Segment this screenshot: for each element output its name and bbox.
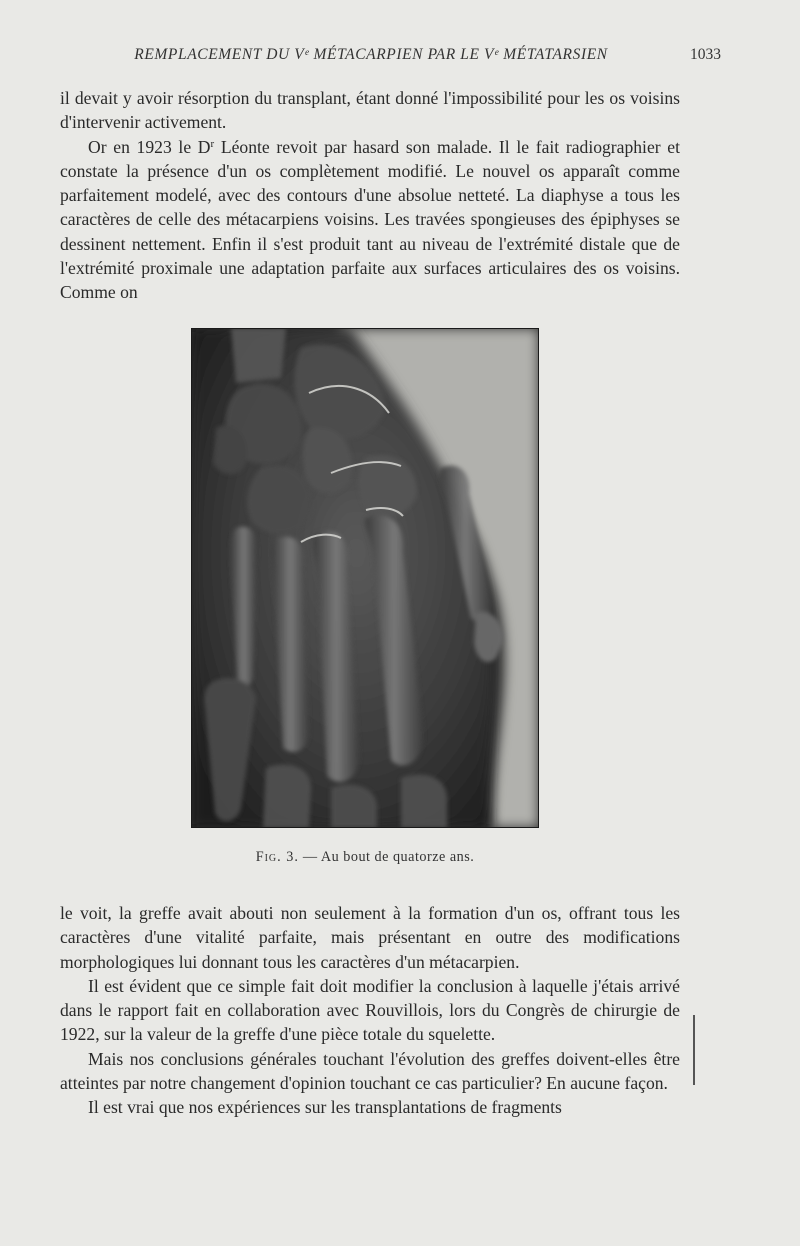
paragraph-text: Léonte revoit par hasard son malade. Il le fait radiographier et constate la présence d'un os complètement modifié. Le nouvel os apparaît comme parfaitement modelé, avec des contours d'une absolue netteté. La diaphyse a tous les caractères de celle des métacarpiens voisins. Les travées spongieuses des épiphyses se dessinent nettement. Enfin il s'est produit tant au niveau de l'extrémité distale que de l'extrémité proximale une adaptation parfaite aux surfaces articulaires des os voisins. Comme on — [60, 136, 681, 303]
paragraph: il devait y avoir résorption du transplant, étant donné l'impossibilité pour les os voisins d'intervenir activement. — [60, 88, 680, 133]
paragraph: Il est vrai que nos expériences sur les transplantations de fragments — [88, 1097, 562, 1118]
xray-figure — [191, 328, 539, 828]
hand-xray-image — [191, 328, 539, 828]
paragraph: le voit, la greffe avait abouti non seulement à la formation d'un os, offrant tous les caractères d'une vitalité parfaite, mais présentant en outre des modifications morphologiques lui donnant tous les caractères d'un métacarpien. — [60, 903, 680, 972]
paragraph: Il est évident que ce simple fait doit modifier la conclusion à laquelle j'étais arrivé dans le rapport fait en collaboration avec Rouvillois, lors du Congrès de chirurgie de 1922, sur la valeur de la greffe d'une pièce totale du squelette. — [60, 975, 680, 1045]
superscript: r — [210, 137, 215, 150]
paragraph — [60, 135, 680, 305]
running-title: REMPLACEMENT DU Vᵉ MÉTACARPIEN PAR LE Vᵉ MÉTATARSIEN — [134, 46, 608, 63]
figure-label: Fig. 3. — [255, 849, 299, 865]
paragraph: Mais nos conclusions générales touchant l'évolution des greffes doivent-elles être atteintes par notre changement d'opinion touchant ce cas particulier? En aucune façon. — [60, 1048, 680, 1094]
margin-mark — [693, 1015, 695, 1085]
figure-caption-text: — Au bout de quatorze ans. — [298, 849, 475, 865]
figure-caption — [190, 849, 540, 866]
text-block-bottom — [60, 901, 680, 1120]
text-block-top — [60, 86, 680, 305]
paragraph-text: Or en 1923 le D — [88, 136, 211, 157]
page-number: 1033 — [690, 46, 721, 63]
